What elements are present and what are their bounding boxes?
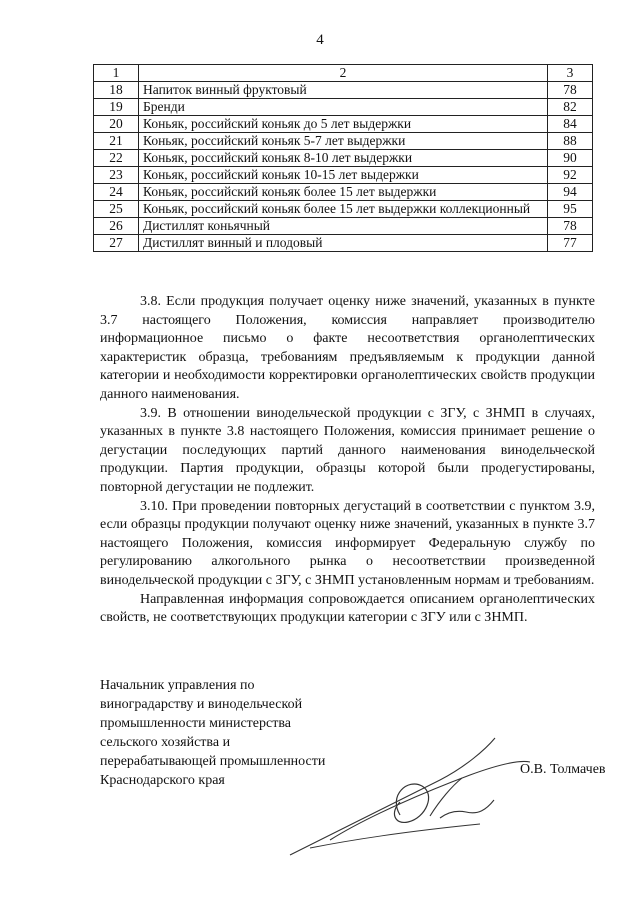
paragraph-3-9: 3.9. В отношении винодельческой продукции с ЗГУ, с ЗНМП в случаях, указанных в пункте 3.8 настоящего Положения, комиссия принимает решение о дегустации последующих партий данного наименования винодельческой продукции. Партия продукции, образцы которой были продегустированы, повторной дегустации не подлежит. <box>100 405 595 495</box>
row-score: 92 <box>548 167 593 184</box>
row-score: 77 <box>548 235 593 252</box>
row-product-name: Коньяк, российский коньяк более 15 лет выдержки коллекционный <box>139 201 548 218</box>
table-row <box>94 201 593 218</box>
row-score: 95 <box>548 201 593 218</box>
row-number: 26 <box>94 218 139 235</box>
row-score: 78 <box>548 218 593 235</box>
paragraph-info: Направленная информация сопровождается описанием органолептических свойств, не соответствующих продукции категории с ЗГУ или с ЗНМП. <box>100 591 595 626</box>
row-number: 18 <box>94 82 139 99</box>
row-score: 94 <box>548 184 593 201</box>
row-number: 20 <box>94 116 139 133</box>
row-product-name: Дистиллят винный и плодовый <box>139 235 548 252</box>
signatory-name: О.В. Толмачев <box>520 762 606 777</box>
table-row <box>94 133 593 150</box>
row-product-name: Дистиллят коньячный <box>139 218 548 235</box>
signatory-title-line: виноградарству и винодельческой <box>100 697 303 712</box>
table-row <box>94 184 593 201</box>
row-score: 88 <box>548 133 593 150</box>
header-col-1: 1 <box>94 65 139 82</box>
row-product-name: Коньяк, российский коньяк более 15 лет выдержки <box>139 184 548 201</box>
table-row <box>94 116 593 133</box>
row-product-name: Бренди <box>139 99 548 116</box>
row-product-name: Коньяк, российский коньяк 10-15 лет выдержки <box>139 167 548 184</box>
row-number: 25 <box>94 201 139 218</box>
table-row <box>94 99 593 116</box>
signatory-title-line: промышленности министерства <box>100 716 291 731</box>
row-number: 24 <box>94 184 139 201</box>
table-row <box>94 218 593 235</box>
row-product-name: Коньяк, российский коньяк 5-7 лет выдержки <box>139 133 548 150</box>
handwritten-signature <box>280 720 540 870</box>
row-number: 23 <box>94 167 139 184</box>
row-score: 90 <box>548 150 593 167</box>
page-number: 4 <box>316 32 324 48</box>
row-score: 82 <box>548 99 593 116</box>
table-header-row <box>94 65 593 82</box>
table-body <box>94 65 593 252</box>
row-product-name: Напиток винный фруктовый <box>139 82 548 99</box>
paragraph-3-10: 3.10. При проведении повторных дегустаций в соответствии с пунктом 3.9, если образцы продукции получают оценку ниже значений, указанных в пункте 3.7 настоящего Положения, комиссия информирует Федеральную службу по регулированию алкогольного рынка о несоответствии произведенной винодельческой продукции с ЗГУ, с ЗНМП установленным нормам и требованиям. <box>100 498 595 588</box>
table-row <box>94 82 593 99</box>
table-row <box>94 150 593 167</box>
row-number: 27 <box>94 235 139 252</box>
signatory-title-line: Начальник управления по <box>100 678 255 693</box>
row-number: 21 <box>94 133 139 150</box>
table-row <box>94 167 593 184</box>
header-col-2: 2 <box>139 65 548 82</box>
row-product-name: Коньяк, российский коньяк 8-10 лет выдержки <box>139 150 548 167</box>
row-product-name: Коньяк, российский коньяк до 5 лет выдержки <box>139 116 548 133</box>
signatory-title-line: сельского хозяйства и <box>100 735 231 750</box>
signatory-title-line: перерабатывающей промышленности <box>100 754 326 769</box>
table-row <box>94 235 593 252</box>
products-table <box>93 64 593 252</box>
row-score: 78 <box>548 82 593 99</box>
row-score: 84 <box>548 116 593 133</box>
header-col-3: 3 <box>548 65 593 82</box>
signatory-title-line: Краснодарского края <box>100 773 225 788</box>
row-number: 22 <box>94 150 139 167</box>
body-text <box>100 293 595 628</box>
row-number: 19 <box>94 99 139 116</box>
paragraph-3-8: 3.8. Если продукция получает оценку ниже значений, указанных в пункте 3.7 настоящего Положения, комиссия направляет производителю информационное письмо о факте несоответствия органолептических характеристик образца, требованиям предъявляемым к продукции данной категории и необходимости корректировки органолептических свойств продукции данного наименования. <box>100 294 595 402</box>
